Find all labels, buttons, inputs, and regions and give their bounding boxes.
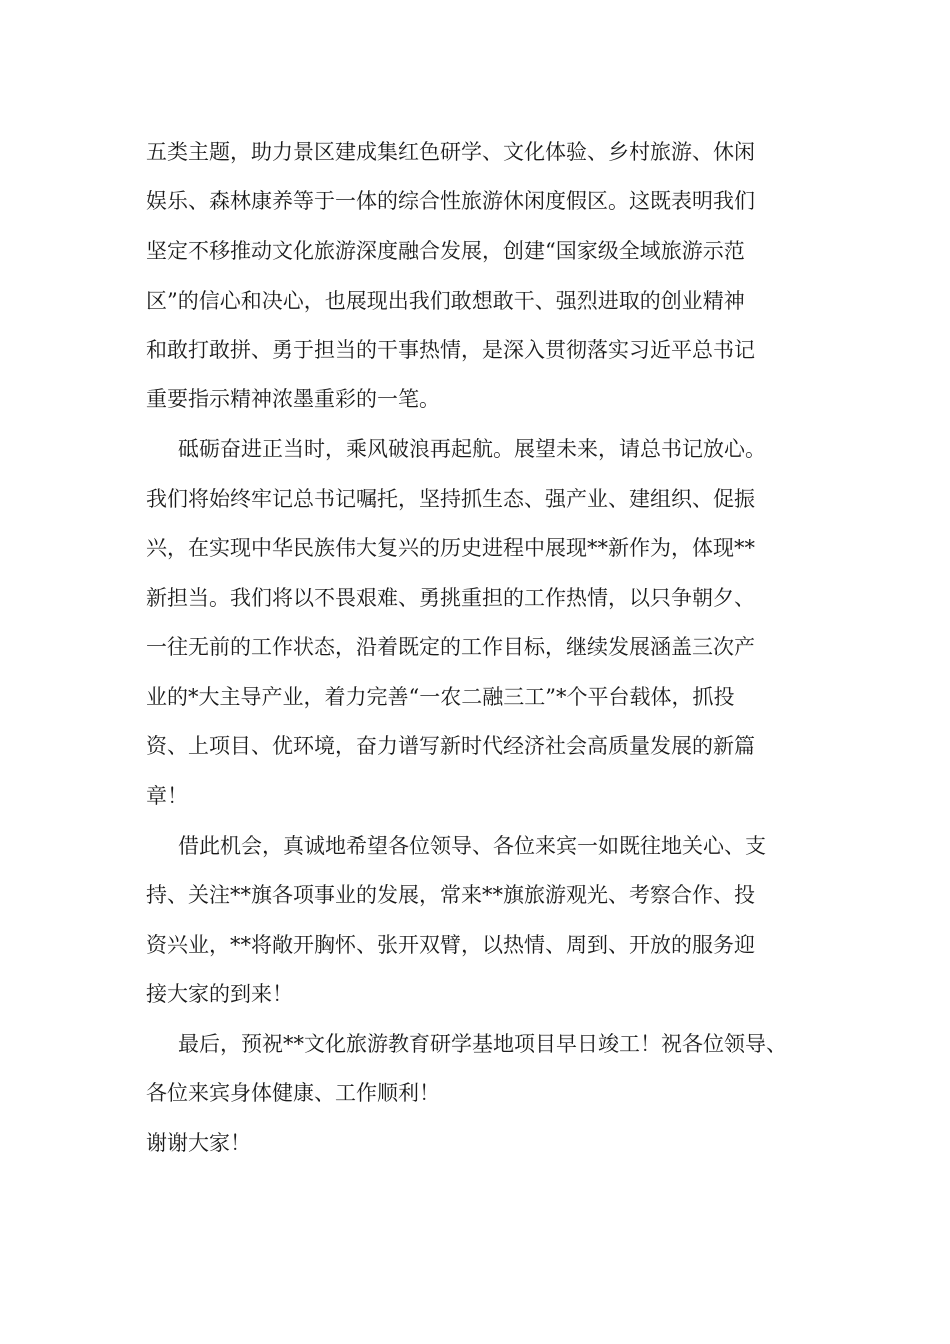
closing-line: 谢谢大家！ (146, 1131, 251, 1155)
paragraph-line: 资、上项目、优环境，奋力谱写新时代经济社会高质量发展的新篇 (146, 734, 755, 758)
paragraph-line: 资兴业，**将敞开胸怀、张开双臂，以热情、周到、开放的服务迎 (146, 933, 755, 957)
paragraph-line: 各位来宾身体健康、工作顺利！ (146, 1081, 440, 1105)
paragraph-line: 砥砺奋进正当时，乘风破浪再起航。展望未来，请总书记放心。 (178, 437, 766, 461)
paragraph-line: 五类主题，助力景区建成集红色研学、文化体验、乡村旅游、休闲 (146, 140, 755, 164)
paragraph-line: 章！ (146, 784, 188, 808)
paragraph-line: 借此机会，真诚地希望各位领导、各位来宾一如既往地关心、支 (178, 834, 766, 858)
paragraph-line: 和敢打敢拼、勇于担当的干事热情，是深入贯彻落实习近平总书记 (146, 338, 755, 362)
paragraph-line: 娱乐、森林康养等于一体的综合性旅游休闲度假区。这既表明我们 (146, 189, 755, 213)
paragraph-line: 最后，预祝**文化旅游教育研学基地项目早日竣工！祝各位领导、 (178, 1032, 787, 1056)
paragraph-line: 重要指示精神浓墨重彩的一笔。 (146, 387, 440, 411)
paragraph-line: 一往无前的工作状态，沿着既定的工作目标，继续发展涵盖三次产 (146, 635, 755, 659)
paragraph-line: 业的*大主导产业，着力完善“一农二融三工”*个平台载体，抓投 (146, 685, 735, 709)
paragraph-line: 持、关注**旗各项事业的发展，常来**旗旅游观光、考察合作、投 (146, 883, 755, 907)
paragraph-line: 兴，在实现中华民族伟大复兴的历史进程中展现**新作为，体现** (146, 536, 755, 560)
paragraph-line: 接大家的到来！ (146, 982, 293, 1006)
paragraph-line: 区”的信心和决心，也展现出我们敢想敢干、强烈进取的创业精神 (146, 289, 745, 313)
paragraph-line: 坚定不移推动文化旅游深度融合发展，创建“国家级全域旅游示范 (146, 239, 745, 263)
paragraph-line: 我们将始终牢记总书记嘱托，坚持抓生态、强产业、建组织、促振 (146, 487, 755, 511)
paragraph-line: 新担当。我们将以不畏艰难、勇挑重担的工作热情，以只争朝夕、 (146, 586, 755, 610)
